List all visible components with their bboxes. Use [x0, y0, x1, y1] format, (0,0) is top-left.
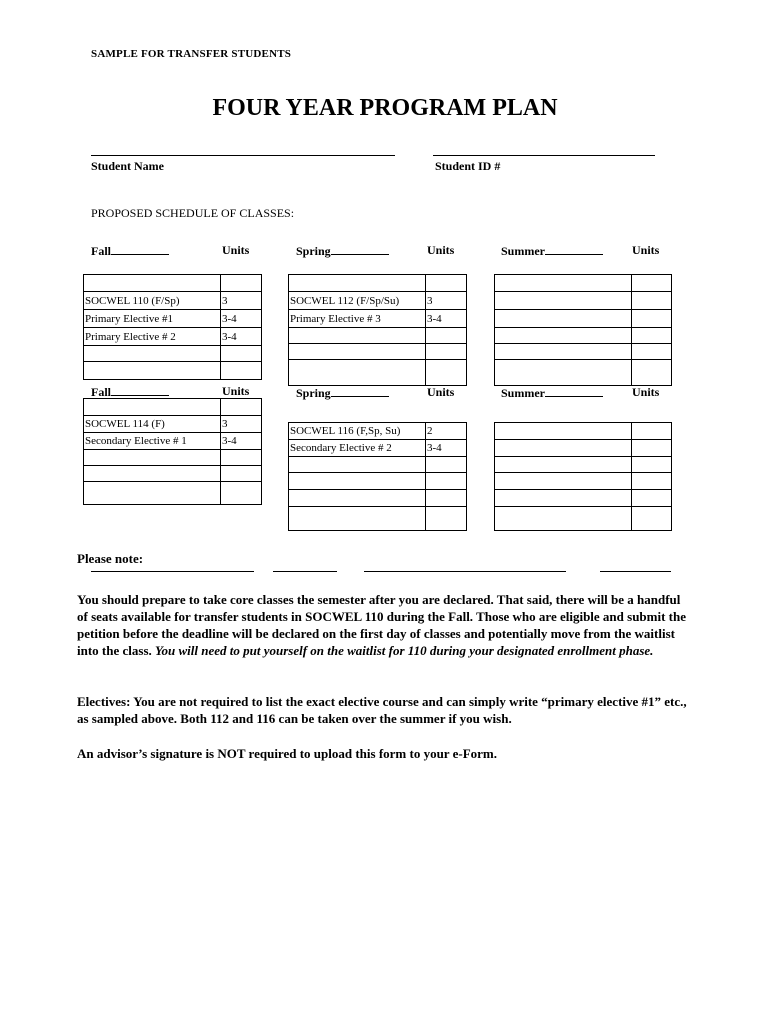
spring-table-1 — [288, 274, 467, 386]
units-cell[interactable] — [221, 362, 262, 380]
units-cell[interactable]: 3-4 — [221, 328, 262, 346]
course-cell[interactable]: Primary Elective #1 — [84, 310, 221, 328]
units-cell[interactable] — [632, 292, 672, 310]
course-cell[interactable]: SOCWEL 116 (F,Sp, Su) — [289, 423, 426, 440]
units-cell[interactable]: 3-4 — [221, 433, 262, 450]
signature-line-1[interactable] — [91, 571, 254, 572]
course-cell — [495, 360, 632, 386]
units-cell[interactable] — [632, 490, 672, 507]
course-cell[interactable]: SOCWEL 112 (F/Sp/Su) — [289, 292, 426, 310]
course-cell — [289, 360, 426, 386]
note-paragraph-3: An advisor’s signature is NOT required to upload this form to your e-Form. — [77, 746, 497, 761]
course-cell[interactable] — [495, 490, 632, 507]
course-cell[interactable] — [289, 328, 426, 344]
summer-units-header-1: Units — [632, 243, 660, 257]
summer-header-1 — [501, 243, 603, 259]
schedule-heading: PROPOSED SCHEDULE OF CLASSES: — [91, 206, 295, 220]
course-cell[interactable] — [84, 466, 221, 482]
course-cell[interactable] — [289, 490, 426, 507]
summer-table-2 — [494, 422, 672, 531]
course-cell[interactable] — [84, 275, 221, 292]
units-cell[interactable] — [221, 346, 262, 362]
student-id-line[interactable] — [433, 155, 655, 156]
units-cell[interactable] — [426, 328, 467, 344]
spring-header-1 — [296, 243, 389, 259]
fall-table-1 — [83, 274, 262, 380]
course-cell — [495, 507, 632, 531]
course-cell[interactable] — [495, 328, 632, 344]
summer-table-1 — [494, 274, 672, 386]
units-cell[interactable] — [426, 473, 467, 490]
units-cell[interactable]: 3 — [221, 416, 262, 433]
units-cell[interactable]: 3 — [221, 292, 262, 310]
units-cell[interactable] — [632, 310, 672, 328]
course-cell[interactable] — [495, 473, 632, 490]
student-name-label: Student Name — [91, 159, 165, 173]
page-title: FOUR YEAR PROGRAM PLAN — [212, 95, 558, 121]
course-cell[interactable] — [289, 473, 426, 490]
units-cell[interactable] — [632, 275, 672, 292]
course-cell[interactable]: Secondary Elective # 1 — [84, 433, 221, 450]
units-cell[interactable] — [426, 275, 467, 292]
units-cell[interactable] — [632, 507, 672, 531]
date-line-1[interactable] — [273, 571, 337, 572]
course-cell[interactable] — [289, 275, 426, 292]
course-cell — [84, 399, 221, 416]
fall-year-blank[interactable] — [111, 243, 169, 255]
course-cell[interactable] — [495, 440, 632, 457]
fall-table-2 — [83, 398, 262, 505]
summer-header-2 — [501, 385, 603, 401]
course-cell[interactable]: SOCWEL 110 (F/Sp) — [84, 292, 221, 310]
course-cell[interactable] — [289, 457, 426, 473]
signature-line-2[interactable] — [364, 571, 566, 572]
units-cell[interactable]: 3 — [426, 292, 467, 310]
student-name-line[interactable] — [91, 155, 395, 156]
note-paragraph-2: Electives: You are not required to list the exact elective course and can simply write “primary elective #1” etc., as sampled above. Both 112 and 116 can be taken over the summer if you wish. — [77, 694, 687, 726]
summer-year-blank[interactable] — [545, 243, 603, 255]
units-cell[interactable] — [221, 450, 262, 466]
units-cell[interactable]: 2 — [426, 423, 467, 440]
course-cell[interactable]: SOCWEL 114 (F) — [84, 416, 221, 433]
course-cell[interactable] — [495, 310, 632, 328]
course-cell[interactable] — [84, 346, 221, 362]
units-cell[interactable] — [221, 466, 262, 482]
units-cell[interactable]: 3-4 — [221, 310, 262, 328]
note-paragraph-1 — [77, 591, 689, 659]
units-cell[interactable] — [426, 490, 467, 507]
course-cell[interactable]: Primary Elective # 2 — [84, 328, 221, 346]
fall-header-1 — [91, 243, 169, 259]
date-line-2[interactable] — [600, 571, 671, 572]
units-cell[interactable] — [221, 399, 262, 416]
fall-year-blank[interactable] — [111, 384, 169, 396]
units-cell[interactable] — [426, 344, 467, 360]
spring-label: Spring — [296, 244, 331, 258]
units-cell[interactable]: 3-4 — [426, 310, 467, 328]
units-cell[interactable] — [632, 423, 672, 440]
fall-units-header-1: Units — [222, 243, 250, 257]
fall-label: Fall — [91, 244, 111, 258]
spring-year-blank[interactable] — [331, 385, 389, 397]
note-paragraph-1-main: You should prepare to take core classes the semester after you are declared. That said, there will be a handful of seats available for transfer students in SOCWEL 110 during the Fall. Those who are eligible and submit the petition before the deadline will be declared on the first day of classes and potentially move from the waitlist into the class. — [77, 592, 687, 658]
spring-units-header-2: Units — [427, 385, 455, 399]
course-cell[interactable] — [289, 344, 426, 360]
units-cell[interactable]: 3-4 — [426, 440, 467, 457]
course-cell[interactable] — [495, 275, 632, 292]
student-id-label: Student ID # — [435, 159, 501, 173]
units-cell[interactable] — [221, 275, 262, 292]
spring-year-blank[interactable] — [331, 243, 389, 255]
units-cell[interactable] — [426, 457, 467, 473]
course-cell[interactable] — [495, 344, 632, 360]
summer-label: Summer — [501, 386, 545, 400]
course-cell[interactable]: Primary Elective # 3 — [289, 310, 426, 328]
note-paragraph-1-italic: You will need to put yourself on the waitlist for 110 during your designated enrollment phase. — [155, 643, 654, 658]
course-cell[interactable] — [84, 450, 221, 466]
please-note-label: Please note: — [77, 551, 144, 566]
units-cell[interactable] — [426, 360, 467, 386]
spring-table-2 — [288, 422, 467, 531]
course-cell[interactable]: Secondary Elective # 2 — [289, 440, 426, 457]
fall-label: Fall — [91, 385, 111, 399]
summer-label: Summer — [501, 244, 545, 258]
units-cell[interactable] — [632, 457, 672, 473]
units-cell[interactable] — [632, 328, 672, 344]
spring-header-2 — [296, 385, 389, 401]
sample-label: SAMPLE FOR TRANSFER STUDENTS — [91, 48, 292, 60]
units-cell[interactable] — [632, 440, 672, 457]
summer-year-blank[interactable] — [545, 385, 603, 397]
spring-units-header-1: Units — [427, 243, 455, 257]
summer-units-header-2: Units — [632, 385, 660, 399]
units-cell[interactable] — [221, 482, 262, 505]
units-cell[interactable] — [632, 473, 672, 490]
spring-label: Spring — [296, 386, 331, 400]
course-cell — [84, 362, 221, 380]
course-cell[interactable] — [495, 292, 632, 310]
course-cell[interactable] — [495, 457, 632, 473]
course-cell — [84, 482, 221, 505]
fall-units-header-2: Units — [222, 384, 250, 398]
units-cell[interactable] — [632, 344, 672, 360]
course-cell[interactable] — [495, 423, 632, 440]
units-cell[interactable] — [632, 360, 672, 386]
course-cell — [289, 507, 426, 531]
units-cell[interactable] — [426, 507, 467, 531]
